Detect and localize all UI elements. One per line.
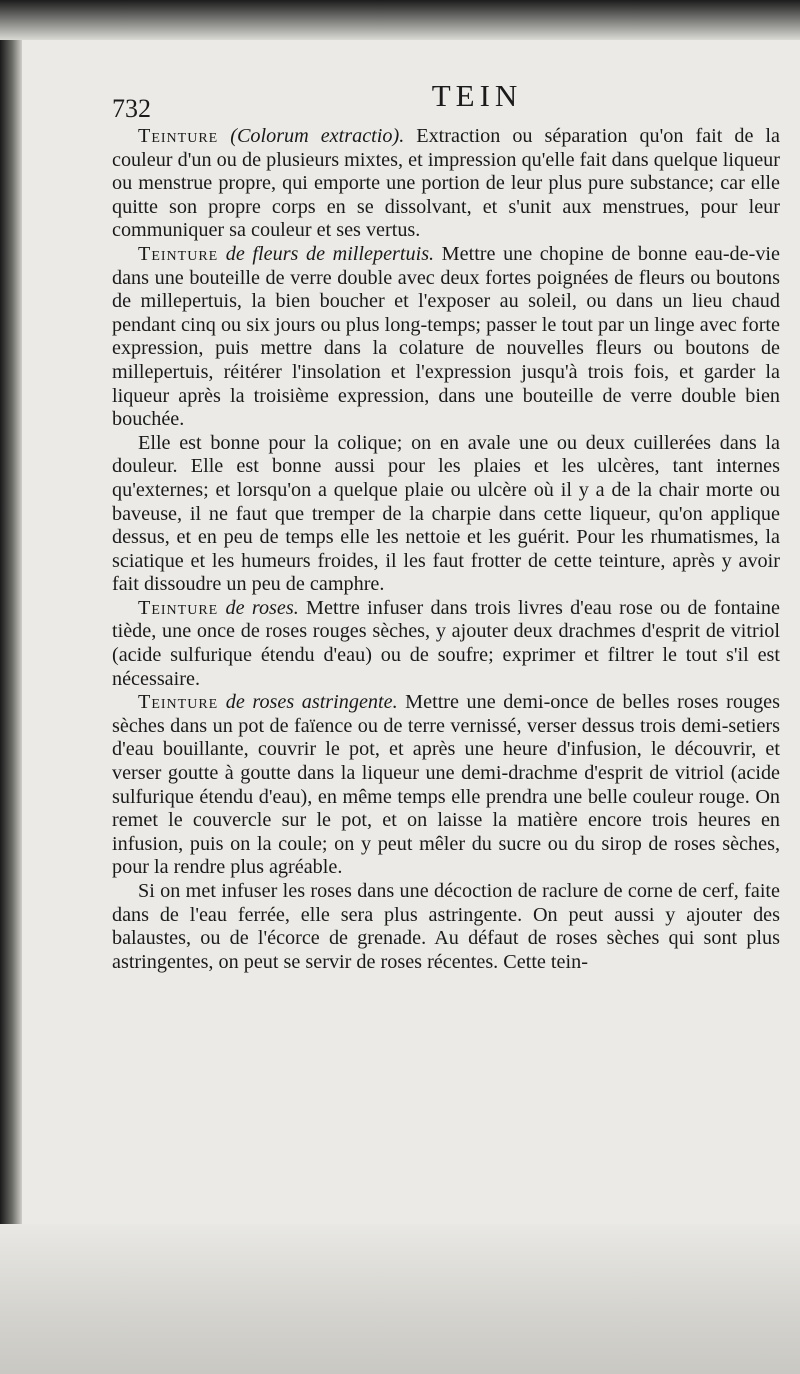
page-header (112, 78, 772, 128)
paragraph (112, 597, 780, 691)
paragraph (112, 691, 780, 880)
entry-subtitle: de fleurs de millepertuis. (218, 242, 435, 265)
body-text (112, 125, 780, 974)
entry-subtitle: de roses astringente. (218, 691, 398, 714)
running-title: TEIN (431, 78, 523, 113)
entry-lead: Teinture (138, 242, 219, 265)
entry-lead: Teinture (138, 691, 219, 714)
paragraph-text: Extraction ou séparation qu'on fait de la couleur d'un ou de plusieurs mixtes, et impression qu'elle fait dans quelque liqueur ou menstrue propre, qui emporte une portion de leur plus pure substance; car elle quitte son propre corps en se dissolvant, et s'unit aux menstrues, pour leur communiquer sa couleur et ses vertus. (112, 125, 780, 242)
entry-subtitle: (Colorum extractio). (218, 125, 405, 147)
paragraph-text: Si on met infuser les roses dans une décoction de raclure de corne de cerf, faite dans de l'eau ferrée, elle sera plus astringente. On peut aussi y ajouter des balaustes, ou de l'écorce de grenade. Au défaut de roses sèches qui sont plus astringentes, on peut se servir de roses récentes. Cette tein- (112, 880, 780, 973)
entry-lead: Teinture (138, 125, 219, 147)
paragraph-text: Elle est bonne pour la colique; on en avale une ou deux cuillerées dans la douleur. Elle est bonne aussi pour les plaies et les ulcères, tant internes qu'externes; et lorsqu'on a quelque plaie ou ulcère où il y a de la chair morte ou baveuse, il ne faut que tremper de la charpie dans cette liqueur, qu'on applique dessus, et en peu de temps elle les nettoie et les guérit. Pour les rhumatismes, la sciatique et les humeurs froides, il les faut frotter de cette teinture, après y avoir fait dissoudre un peu de camphre. (112, 431, 780, 596)
page-number: 732 (112, 94, 151, 123)
paragraph (112, 880, 780, 974)
paragraph (112, 432, 780, 597)
entry-lead: Teinture (138, 596, 219, 619)
paragraph-text: Mettre une demi-once de belles roses rouges sèches dans un pot de faïence ou de terre vernissé, verser dessus trois demi-setiers d'eau bouillante, couvrir le pot, et après une heure d'infusion, le découvrir, et verser goutte à goutte dans la liqueur une demi-drachme d'esprit de vitriol (acide sulfurique étendu d'eau), en même temps elle prendra une belle couleur rouge. On remet le couvercle sur le pot, et on laisse la matière encore trois heures en infusion, puis on la coule; on y peut mêler du sucre ou du sirop de roses sèches, pour la rendre plus agréable. (112, 691, 780, 879)
paragraph-text: Mettre infuser dans trois livres d'eau rose ou de fontaine tiède, une once de roses rouges sèches, y ajouter deux drachmes d'esprit de vitriol (acide sulfurique étendu d'eau) ou de soufre; exprimer et filtrer le tout s'il est nécessaire. (112, 596, 780, 690)
paragraph-text: Mettre une chopine de bonne eau-de-vie dans une bouteille de verre double avec deux fortes poignées de fleurs ou boutons de millepertuis, la bien boucher et l'exposer au soleil, ou dans un lieu chaud pendant cinq ou six jours ou plus long-temps; passer le tout par un linge avec forte expression, puis mettre dans la colature de nouvelles fleurs ou boutons de millepertuis, réitérer l'insolation et l'expression jusqu'à trois fois, et garder la liqueur après la troisième expression, dans une bouteille de verre double bien bouchée. (112, 242, 780, 431)
page-shadow (0, 1224, 800, 1374)
paragraph (112, 125, 780, 243)
paragraph (112, 243, 780, 432)
entry-subtitle: de roses. (218, 596, 299, 619)
